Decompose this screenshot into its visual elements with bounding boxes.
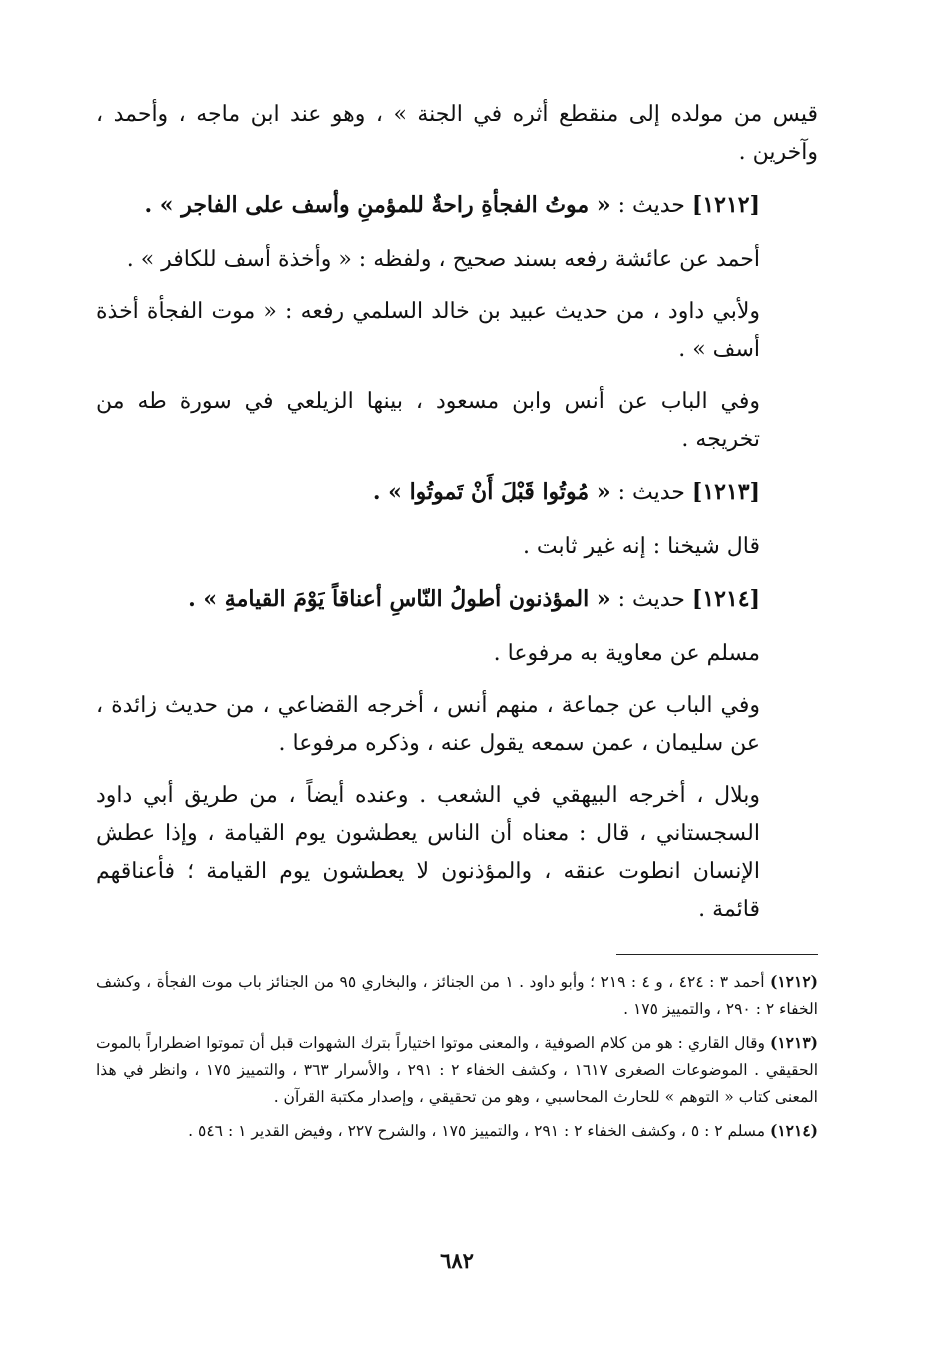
footnote-1214 [96,1117,818,1145]
footnotes [96,968,818,1151]
page-number: ٦٨٢ [440,1248,474,1273]
hadith-text: « موتُ الفجأةِ راحةٌ للمؤمنِ وأسف على الفاجر » . [144,192,611,218]
footnote-number: (١٢١٣) [770,1033,818,1052]
footnote-text: أحمد ٣ : ٤٢٤ ، و ٤ : ٢١٩ ؛ وأبو داود . ١ من الجنائز ، والبخاري ٩٥ من الجنائز باب موت الفجأة ، وكشف الخفاء ٢ : ٢٩٠ ، والتمييز ١٧٥ . [96,973,818,1018]
footnote-1212 [96,968,818,1023]
paragraph-bilal: وبلال ، أخرجه البيهقي في الشعب . وعنده أيضاً ، من طريق أبي داود السجستاني ، قال : معناه أن الناس يعطشون يوم القيامة ، وإذا عطش الإنسان انطوت عنقه ، والمؤذنون لا يعطشون يوم القيامة ؛ فأعناقهم قائمة . [96,783,760,922]
hadith-1214 [96,580,818,619]
hadith-number: [١٢١٢] [691,192,760,218]
hadith-label: حديث : [617,480,685,505]
footnote-text: مسلم ٢ : ٥ ، وكشف الخفاء ٢ : ٢٩١ ، والتمييز ١٧٥ ، والشرح ٢٢٧ ، وفيض القدير ١ : ٥٤٦ . [188,1122,766,1140]
hadith-number: [١٢١٣] [691,479,760,505]
paragraph-continuation: قيس من مولده إلى منقطع أثره في الجنة » ، وهو عند ابن ماجه ، وأحمد ، وآخرين . [96,102,818,165]
page-content [96,96,818,1276]
hadith-number: [١٢١٤] [691,586,760,612]
footnote-text: وقال القاري : هو من كلام الصوفية ، والمعنى موتوا اختياراً بترك الشهوات قبل أن تموتوا اضطراراً بالموت الحقيقي . الموضوعات الصغرى ١٦١٧ ، وكشف الخفاء ٢ : ٢٩١ ، والأسرار ٣٦٣ ، والتمييز ١٧٥ ، وانظر في هذا المعنى كتاب « التوهم » للحارث المحاسبي ، وهو من تحقيقي ، وإصدار مكتبة القرآن . [96,1034,819,1106]
paragraph-muslim: مسلم عن معاوية به مرفوعا . [493,641,760,666]
footnote-1213 [96,1029,818,1111]
paragraph-ahmad: أحمد عن عائشة رفعه بسند صحيح ، ولفظه : « وأخذة أسف للكافر » . [126,247,760,272]
hadith-text: « مُوتُوا قَبْلَ أَنْ تَموتُوا » . [372,479,611,505]
footnote-divider [616,954,818,955]
footnote-number: (١٢١٤) [770,1121,818,1140]
hadith-label: حديث : [617,193,685,218]
hadith-label: حديث : [617,587,685,612]
paragraph-shaykh: قال شيخنا : إنه غير ثابت . [522,534,760,559]
hadith-1213 [96,473,818,512]
footnote-number: (١٢١٢) [770,972,818,991]
hadith-text: « المؤذنون أطولُ النّاسِ أعناقاً يَوْمَ القيامةِ » . [188,586,611,612]
paragraph-abu-dawud: ولأبي داود ، من حديث عبيد بن خالد السلمي رفعه : « موت الفجأة أخذة أسف » . [96,299,760,362]
paragraph-bab-jamaa: وفي الباب عن جماعة ، منهم أنس ، أخرجه القضاعي ، من حديث زائدة ، عن سليمان ، عمن سمعه يقول عنه ، وذكره مرفوعا . [96,693,760,756]
paragraph-bab-anas: وفي الباب عن أنس وابن مسعود ، بينها الزيلعي في سورة طه من تخريجه . [96,389,760,452]
hadith-1212 [96,186,818,225]
